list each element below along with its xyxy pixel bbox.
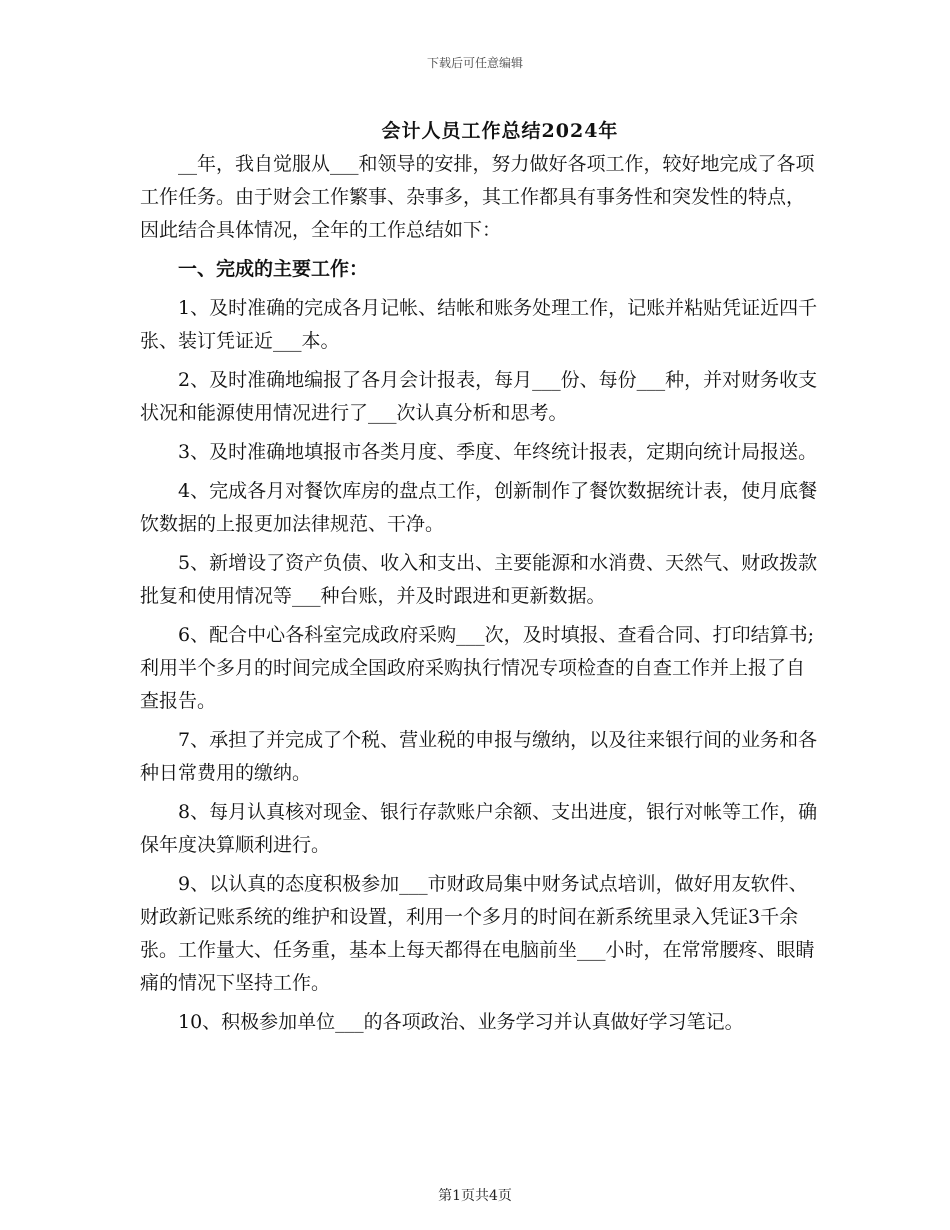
- document-body: [140, 148, 820, 1045]
- list-item-8: 8、每月认真核对现金、银行存款账户余额、支出进度，银行对帐等工作，确保年度决算顺利进行。: [140, 801, 818, 856]
- list-item-6: 6、配合中心各科室完成政府采购___次，及时填报、查看合同、打印结算书;利用半个多月的时间完成全国政府采购执行情况专项检查的自查工作并上报了自查报告。: [140, 624, 814, 712]
- intro-paragraph: __年，我自觉服从___和领导的安排，努力做好各项工作，较好地完成了各项工作任务。由于财会工作繁事、杂事多，其工作都具有事务性和突发性的特点，因此结合具体情况，全年的工作总结如下：: [140, 153, 815, 241]
- list-item-9: 9、以认真的态度积极参加___市财政局集中财务试点培训，做好用友软件、财政新记账系统的维护和设置，利用一个多月的时间在新系统里录入凭证3千余张。工作量大、任务重，基本上每天都得在电脑前坐___小时，在常常腰疼、眼睛痛的情况下坚持工作。: [140, 873, 815, 994]
- list-item-1: 1、及时准确的完成各月记帐、结帐和账务处理工作，记账并粘贴凭证近四千张、装订凭证近___本。: [140, 297, 818, 352]
- list-item-10: 10、积极参加单位___的各项政治、业务学习并认真做好学习笔记。: [178, 1011, 744, 1033]
- list-item-4: 4、完成各月对餐饮库房的盘点工作，创新制作了餐饮数据统计表，使月底餐饮数据的上报更加法律规范、干净。: [140, 480, 818, 535]
- document-title: 会计人员工作总结2024年: [381, 120, 619, 142]
- header-note: 下载后可任意编辑: [426, 56, 523, 70]
- section-heading: 一、完成的主要工作：: [178, 258, 369, 280]
- list-item-2: 2、及时准确地编报了各月会计报表，每月___份、每份___种，并对财务收支状况和能源使用情况进行了___次认真分析和思考。: [140, 369, 818, 424]
- list-item-3: 3、及时准确地填报市各类月度、季度、年终统计报表，定期向统计局报送。: [178, 441, 818, 463]
- page-indicator: 第1页共4页: [438, 1188, 512, 1204]
- list-item-5: 5、新增设了资产负债、收入和支出、主要能源和水消费、天然气、财政拨款批复和使用情况等___种台账，并及时跟进和更新数据。: [140, 552, 818, 607]
- list-item-7: 7、承担了并完成了个税、营业税的申报与缴纳，以及往来银行间的业务和各种日常费用的缴纳。: [140, 729, 818, 784]
